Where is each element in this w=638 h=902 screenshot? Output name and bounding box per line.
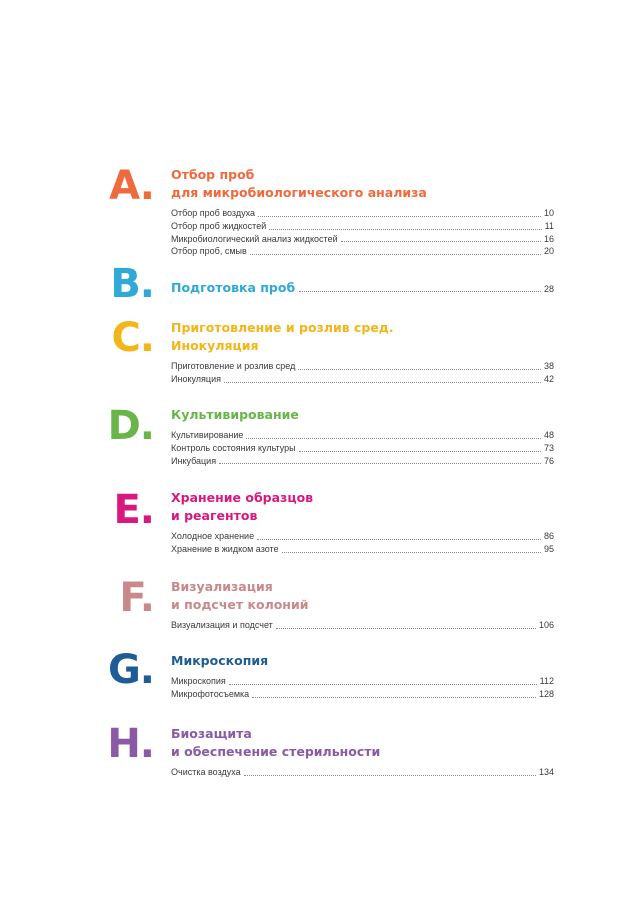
entry-page-number: 86 — [543, 531, 554, 541]
entry-page-number: 11 — [544, 220, 554, 231]
entry-page-number: 112 — [539, 676, 554, 686]
entry-page-number: 76 — [543, 455, 554, 466]
section-title[interactable] — [171, 406, 554, 424]
section-letter: E. — [113, 487, 154, 533]
toc-entry[interactable] — [171, 455, 554, 468]
entry-label: Отбор проб жидкостей — [171, 220, 267, 231]
section-body[interactable] — [171, 279, 554, 297]
section-title-line: Отбор проб — [171, 167, 255, 182]
section-title-line: для микробиологического анализа — [171, 185, 427, 200]
toc-entry[interactable] — [171, 530, 554, 543]
section-title-line: Визуализация — [171, 579, 273, 594]
entry-list — [171, 766, 554, 779]
toc-entry[interactable] — [171, 619, 554, 632]
section-letter: F. — [119, 575, 154, 621]
entry-page-number: 48 — [543, 430, 554, 440]
section-letter: D. — [107, 403, 154, 449]
entry-label: Приготовление и розлив сред — [171, 361, 296, 371]
toc-entry[interactable] — [171, 360, 554, 373]
section-title-line: Биозащита — [171, 726, 252, 741]
dot-leader — [252, 697, 536, 698]
toc-entry[interactable] — [171, 766, 554, 779]
toc-entry[interactable] — [171, 543, 554, 556]
toc-entry[interactable] — [171, 675, 554, 688]
dot-leader — [244, 775, 536, 776]
section-title-line: Хранение образцов — [171, 490, 314, 505]
section-title[interactable] — [171, 725, 554, 761]
dot-leader — [341, 241, 541, 242]
entry-page-number: 10 — [543, 208, 554, 218]
dot-leader — [282, 552, 541, 553]
entry-label: Хранение в жидком азоте — [171, 543, 279, 554]
entry-label: Визуализация и подсчет — [171, 620, 273, 630]
section-title[interactable] — [171, 578, 554, 614]
dot-leader — [299, 451, 541, 452]
entry-page-number: 134 — [538, 767, 554, 777]
entry-page-number: 38 — [543, 361, 554, 371]
section-title[interactable] — [171, 319, 554, 355]
dot-leader — [219, 463, 541, 464]
dot-leader — [269, 229, 541, 230]
section-body — [171, 578, 554, 632]
section-body — [171, 166, 554, 258]
dot-leader — [298, 369, 541, 370]
toc-entry[interactable] — [171, 245, 554, 258]
section-title-line: Инокуляция — [171, 338, 259, 353]
toc-entry[interactable] — [171, 442, 554, 455]
toc-entry[interactable] — [171, 279, 554, 297]
section-title-line: и подсчет колоний — [171, 597, 309, 612]
entry-list — [171, 619, 554, 632]
entry-label: Инкубация — [171, 455, 217, 466]
entry-list — [171, 429, 554, 467]
dot-leader — [258, 216, 541, 217]
section-body — [171, 652, 554, 701]
entry-page-number: 95 — [543, 543, 554, 554]
entry-label: Культивирование — [171, 430, 244, 440]
entry-list — [171, 530, 554, 556]
entry-label: Микроскопия — [171, 676, 226, 686]
section-letter: H. — [107, 721, 154, 767]
section-title[interactable] — [171, 166, 554, 202]
entry-label: Контроль состояния культуры — [171, 442, 296, 453]
section-body — [171, 406, 554, 467]
section-title[interactable] — [171, 652, 554, 670]
entry-label: Очистка воздуха — [171, 767, 241, 777]
entry-label: Отбор проб, смыв — [171, 246, 247, 257]
section-letter: G. — [107, 647, 154, 693]
entry-label: Холодное хранение — [171, 531, 255, 541]
entry-label: Микробиологический анализ жидкостей — [171, 233, 338, 244]
entry-label: Инокуляция — [171, 373, 221, 384]
toc-entry[interactable] — [171, 688, 554, 701]
entry-page-number: 20 — [543, 246, 554, 257]
entry-label: Микрофотосъемка — [171, 688, 250, 699]
section-letter: A. — [109, 163, 154, 209]
section-title-line: и реагентов — [171, 508, 258, 523]
toc-entry[interactable] — [171, 207, 554, 220]
entry-page-number: 106 — [538, 620, 554, 630]
entry-page-number: 128 — [538, 688, 554, 699]
section-title-line: и обеспечение стерильности — [171, 744, 381, 759]
toc-entry[interactable] — [171, 233, 554, 246]
section-title[interactable] — [171, 489, 554, 525]
dot-leader — [299, 291, 541, 292]
section-letter: B. — [110, 261, 154, 307]
section-title-line: Приготовление и розлив сред. — [171, 320, 394, 335]
entry-list — [171, 207, 554, 258]
section-body — [171, 489, 554, 556]
toc-entry[interactable] — [171, 429, 554, 442]
entry-list — [171, 360, 554, 386]
section-body — [171, 319, 554, 386]
section-body — [171, 725, 554, 779]
dot-leader — [224, 382, 541, 383]
entry-page-number: 42 — [543, 373, 554, 384]
entry-page-number: 73 — [543, 442, 554, 453]
dot-leader — [229, 684, 537, 685]
toc-entry[interactable] — [171, 220, 554, 233]
toc-entry[interactable] — [171, 373, 554, 386]
entry-list — [171, 675, 554, 701]
dot-leader — [276, 628, 536, 629]
section-title-line: Микроскопия — [171, 653, 269, 668]
section-title: Подготовка проб — [171, 280, 296, 295]
dot-leader — [246, 438, 541, 439]
dot-leader — [257, 539, 541, 540]
entry-page-number: 28 — [543, 284, 554, 295]
entry-label: Отбор проб воздуха — [171, 208, 255, 218]
dot-leader — [250, 254, 541, 255]
section-letter: C. — [111, 315, 154, 361]
section-title-line: Культивирование — [171, 407, 299, 422]
entry-page-number: 16 — [543, 233, 554, 244]
